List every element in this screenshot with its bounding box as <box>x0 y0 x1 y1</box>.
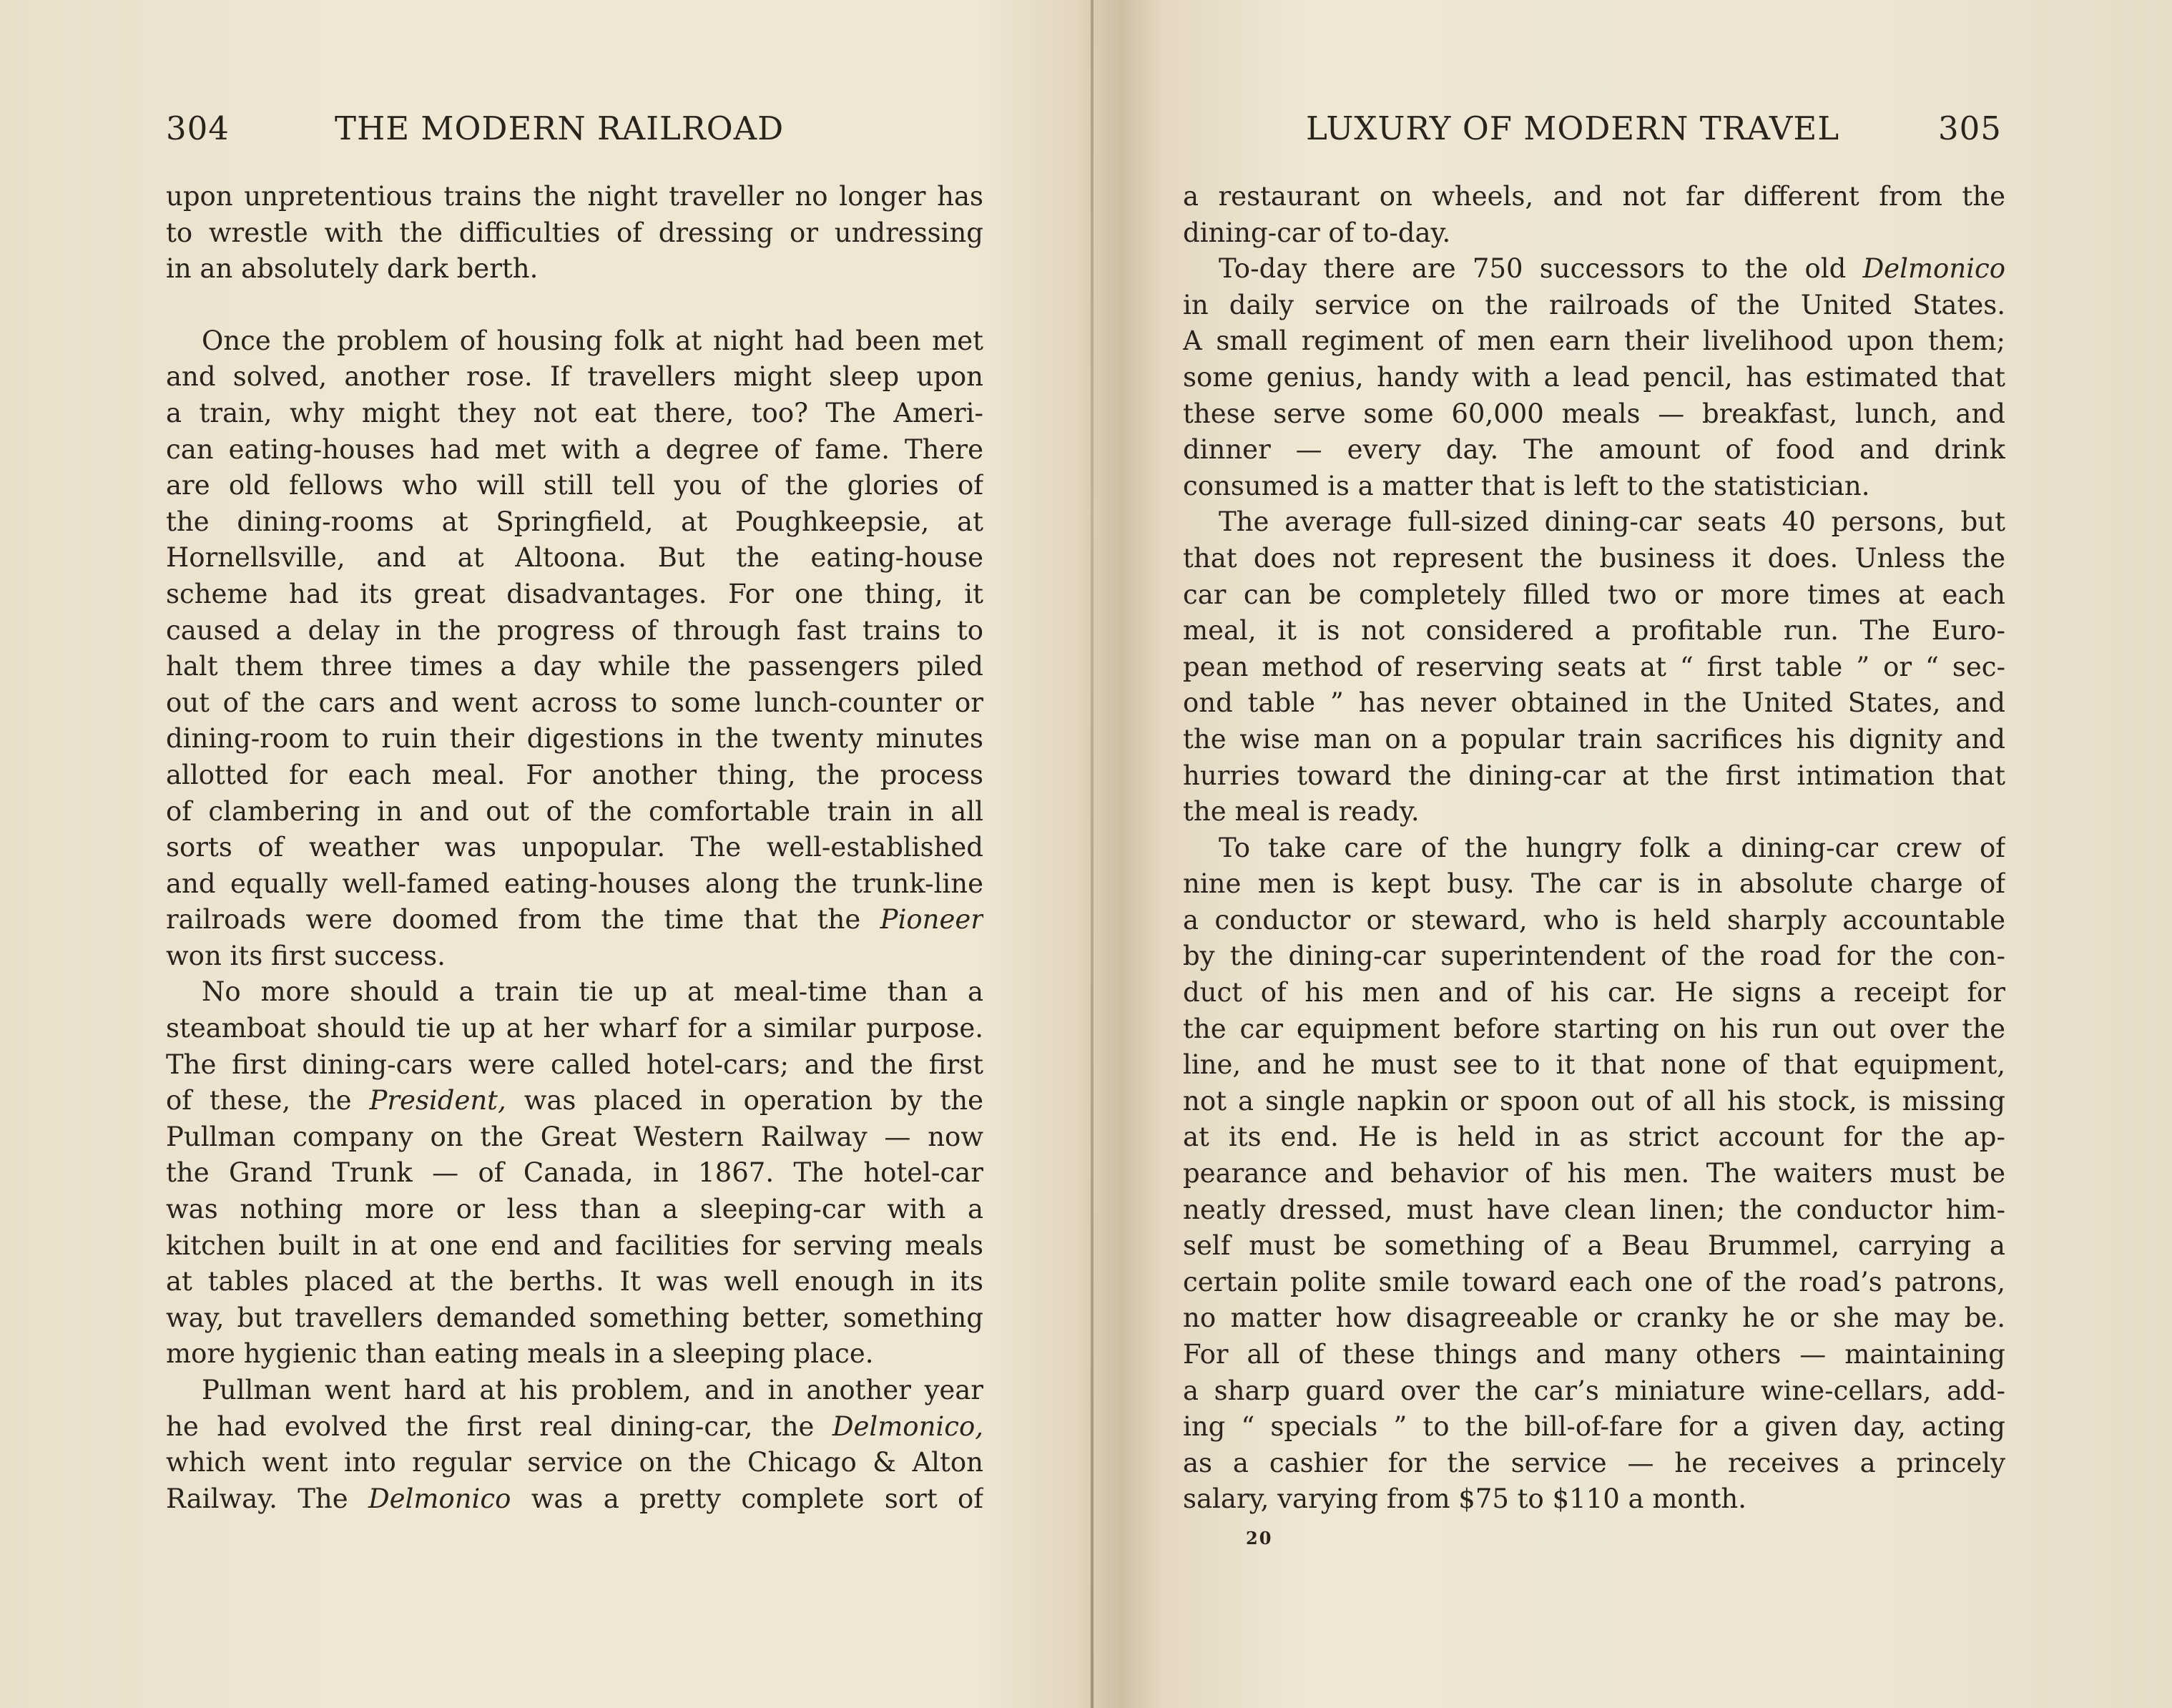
text-line: and solved, another rose. If travellers might sleep upon <box>166 361 983 393</box>
running-head-right: LUXURY OF MODERN TRAVEL <box>1306 109 1840 147</box>
text-line: he had evolved the first real dining-car, the Delmonico, <box>166 1410 983 1442</box>
book-gutter <box>1091 0 1094 1708</box>
text-line: ing “ specials ” to the bill-of-fare for a given day, acting <box>1183 1411 2005 1443</box>
text-line: pean method of reserving seats at “ first table ” or “ sec- <box>1183 651 2005 682</box>
text-line: are old fellows who will still tell you of the glories of <box>166 470 983 501</box>
text-line: a train, why might they not eat there, too? The Ameri- <box>166 397 983 428</box>
text-line: Hornellsville, and at Altoona. But the eating-house <box>166 542 983 574</box>
text-line: dining-room to ruin their digestions in the twenty minutes <box>166 723 983 755</box>
text-line: To take care of the hungry folk a dining-car crew of <box>1219 832 2005 863</box>
text-line: not a single napkin or spoon out of all his stock, is missing <box>1183 1085 2005 1116</box>
italic-title: Delmonico <box>1862 253 2005 285</box>
page-number-right: 305 <box>1938 109 2002 147</box>
text-line: can eating-houses had met with a degree of fame. There <box>166 433 983 465</box>
text-line: of clambering in and out of the comfortable train in all <box>166 795 983 827</box>
text-line: the wise man on a popular train sacrifices his dignity and <box>1183 723 2005 755</box>
text-line: no matter how disagreeable or cranky he or she may be. <box>1183 1302 2005 1334</box>
text-line: Once the problem of housing folk at night had been met <box>202 325 983 356</box>
text-line: won its first success. <box>166 940 446 971</box>
text-line: consumed is a matter that is left to the statistician. <box>1183 470 1870 501</box>
text-line: To-day there are 750 successors to the old Delmonico <box>1219 253 2005 285</box>
running-head-left: THE MODERN RAILROAD <box>335 109 785 147</box>
right-page-body <box>1183 179 2005 1518</box>
text-line: kitchen built in at one end and facilities for serving meals <box>166 1230 983 1261</box>
text-line: car can be completely filled two or more times at each <box>1183 579 2005 610</box>
text-line: dining-car of to-day. <box>1183 217 1451 248</box>
text-line: which went into regular service on the Chicago & Alton <box>166 1447 983 1478</box>
text-line: pearance and behavior of his men. The waiters must be <box>1183 1158 2005 1189</box>
text-line: steamboat should tie up at her wharf for a similar purpose. <box>166 1013 983 1044</box>
text-line: at tables placed at the berths. It was well enough in its <box>166 1266 983 1297</box>
italic-title: President, <box>369 1085 506 1116</box>
italic-title: Delmonico <box>368 1483 511 1514</box>
text-line: these serve some 60,000 meals — breakfast, lunch, and <box>1183 398 2005 429</box>
text-line: the dining-rooms at Springfield, at Poughkeepsie, at <box>166 506 983 537</box>
italic-title: Delmonico, <box>832 1410 983 1442</box>
text-line: upon unpretentious trains the night traveller no longer has <box>166 181 983 212</box>
text-line: Pullman company on the Great Western Railway — now <box>166 1121 983 1152</box>
text-line: neatly dressed, must have clean linen; the conductor him- <box>1183 1194 2005 1225</box>
text-line: nine men is kept busy. The car is in absolute charge of <box>1183 868 2005 900</box>
text-line: out of the cars and went across to some lunch-counter or <box>166 687 983 718</box>
text-line: a conductor or steward, who is held sharply accountable <box>1183 904 2005 936</box>
text-line: meal, it is not considered a profitable run. The Euro- <box>1183 615 2005 647</box>
text-line: a sharp guard over the car’s miniature wine-cellars, add- <box>1183 1375 2005 1406</box>
text-line: more hygienic than eating meals in a sleeping place. <box>166 1338 874 1370</box>
text-line: self must be something of a Beau Brummel, carrying a <box>1183 1230 2005 1262</box>
text-line: ond table ” has never obtained in the United States, and <box>1183 687 2005 719</box>
signature-mark: 20 <box>1246 1528 1273 1549</box>
text-line: halt them three times a day while the passengers piled <box>166 651 983 682</box>
text-line: duct of his men and of his car. He signs a receipt for <box>1183 977 2005 1008</box>
text-line: in an absolutely dark berth. <box>166 253 539 285</box>
text-line: allotted for each meal. For another thing, the process <box>166 759 983 790</box>
text-line: to wrestle with the difficulties of dressing or undressing <box>166 217 983 248</box>
text-line: as a cashier for the service — he receives a princely <box>1183 1447 2005 1478</box>
text-line: dinner — every day. The amount of food and drink <box>1183 434 2005 466</box>
text-line: the car equipment before starting on his run out over the <box>1183 1013 2005 1044</box>
text-line: A small regiment of men earn their livelihood upon them; <box>1183 325 2005 357</box>
text-line: Pullman went hard at his problem, and in another year <box>202 1375 983 1405</box>
text-line: by the dining-car superintendent of the road for the con- <box>1183 941 2005 972</box>
text-line: was nothing more or less than a sleeping-car with a <box>166 1194 983 1225</box>
text-line: the meal is ready. <box>1183 796 1420 828</box>
text-line: salary, varying from $75 to $110 a month. <box>1183 1483 1746 1515</box>
page-number-left: 304 <box>166 109 230 147</box>
text-line: and equally well-famed eating-houses along the trunk-line <box>166 868 983 899</box>
text-line: certain polite smile toward each one of the road’s patrons, <box>1183 1266 2005 1297</box>
right-page <box>1094 0 2172 1708</box>
text-line: For all of these things and many others — maintaining <box>1183 1339 2005 1370</box>
italic-title: Pioneer <box>880 904 983 936</box>
text-line: No more should a train tie up at meal-time than a <box>202 976 983 1008</box>
text-line: way, but travellers demanded something better, something <box>166 1302 983 1333</box>
text-line: of these, the President, was placed in operation by the <box>166 1085 983 1116</box>
text-line: the Grand Trunk — of Canada, in 1867. The hotel-car <box>166 1157 983 1189</box>
text-line: that does not represent the business it does. Unless the <box>1183 542 2005 574</box>
text-line: Railway. The Delmonico was a pretty complete sort of <box>166 1483 983 1514</box>
text-line: The average full-sized dining-car seats 40 persons, but <box>1219 506 2005 538</box>
text-line: railroads were doomed from the time that the Pioneer <box>166 904 983 936</box>
text-line: at its end. He is held in as strict account for the ap- <box>1183 1122 2005 1153</box>
text-line: caused a delay in the progress of through fast trains to <box>166 614 983 646</box>
text-line: in daily service on the railroads of the United States. <box>1183 289 2005 320</box>
text-line: a restaurant on wheels, and not far different from the <box>1183 181 2005 212</box>
text-line: some genius, handy with a lead pencil, has estimated that <box>1183 361 2005 393</box>
text-line: The first dining-cars were called hotel-cars; and the first <box>166 1049 983 1080</box>
text-line: line, and he must see to it that none of that equipment, <box>1183 1049 2005 1081</box>
left-page-body <box>166 179 983 1517</box>
text-line: sorts of weather was unpopular. The well-established <box>166 832 983 863</box>
text-line: scheme had its great disadvantages. For one thing, it <box>166 578 983 609</box>
text-line: hurries toward the dining-car at the first intimation that <box>1183 760 2005 791</box>
